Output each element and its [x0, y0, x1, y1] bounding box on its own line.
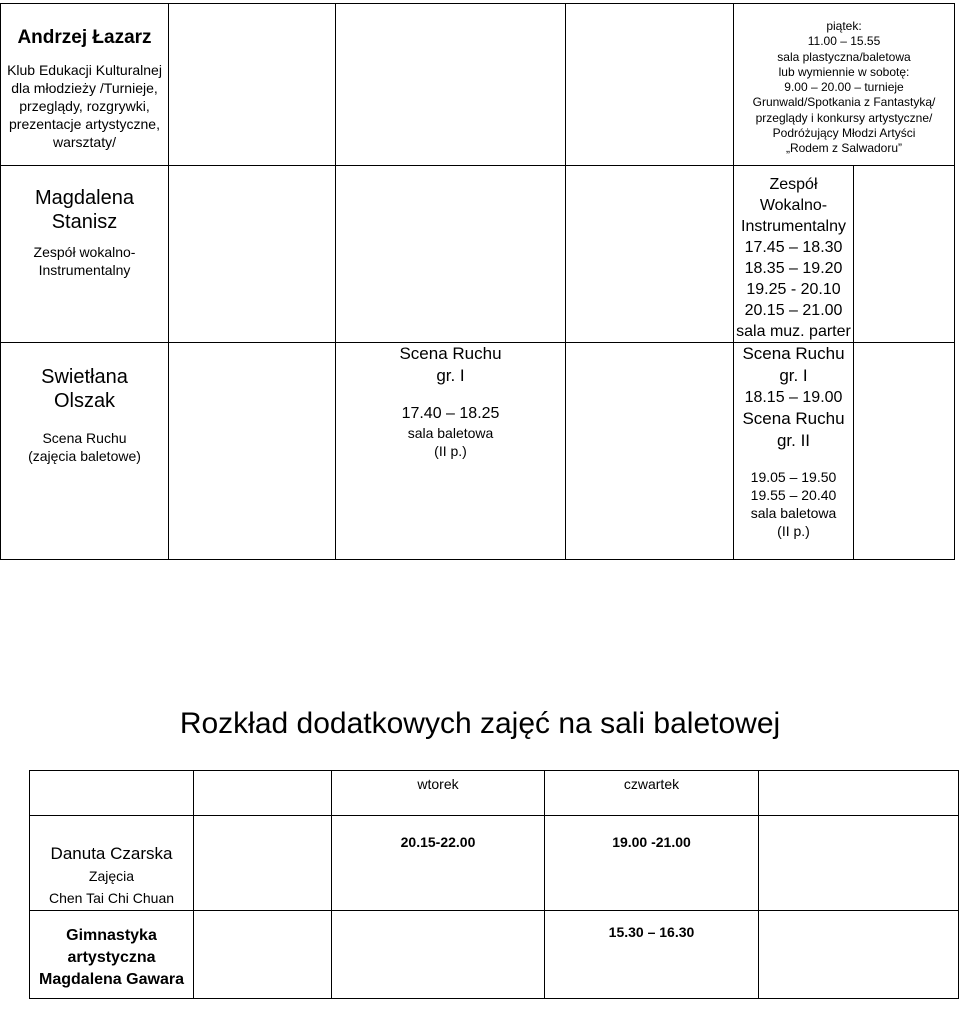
day-cell [194, 911, 332, 999]
instructor-cell [30, 816, 194, 911]
table-header-row [30, 771, 959, 816]
class-description: Zespół wokalno- Instrumentalny [33, 244, 136, 278]
day-cell [854, 166, 955, 343]
day-cell [759, 816, 959, 911]
day-cell [854, 343, 955, 560]
table-row [1, 343, 955, 560]
table-row [1, 4, 955, 166]
day-cell [566, 4, 734, 166]
header-cell [194, 771, 332, 816]
instructor-cell [1, 166, 169, 343]
friday-cell [734, 343, 854, 560]
header-tuesday: wtorek [332, 771, 545, 816]
day-cell [759, 911, 959, 999]
day-cell [194, 816, 332, 911]
day-cell [336, 4, 566, 166]
day-cell [169, 166, 336, 343]
section-title: Rozkład dodatkowych zajęć na sali baletowej [179, 707, 781, 740]
thursday-time: 19.00 -21.00 [545, 816, 759, 911]
instructor-info: Gimnastyka artystyczna Magdalena Gawara [39, 927, 184, 988]
ballet-room-table [29, 770, 959, 999]
instructor-name: Magdalena Stanisz [35, 187, 134, 233]
friday-schedule: piątek: 11.00 – 15.55 sala plastyczna/baletowa lub wymiennie w sobotę: 9.00 – 20.00 – turnieje Grunwald/Spotkania z Fantastyką/ przeglądy i konkursy artystyczne/ Podróżujący Młodzi Artyści „Rodem z Salwadoru” [752, 19, 936, 156]
instructor-info: Danuta Czarska Zajęcia Chen Tai Chi Chuan [48, 844, 175, 906]
day-cell [566, 343, 734, 560]
table-row [30, 911, 959, 999]
table-row [30, 816, 959, 911]
instructor-name: Swietłana Olszak [41, 366, 128, 412]
class-description: Klub Edukacji Kulturalnej dla młodzieży /Turnieje, przeglądy, rozgrywki, prezentacje artystyczne, warsztaty/ [7, 62, 162, 150]
thursday-time: 15.30 – 16.30 [545, 911, 759, 999]
day-cell [336, 166, 566, 343]
tuesday-schedule: Scena Ruchu gr. I 17.40 – 18.25 sala baletowa (II p.) [399, 344, 502, 459]
tuesday-time: 20.15-22.00 [332, 816, 545, 911]
header-cell [759, 771, 959, 816]
day-cell [566, 166, 734, 343]
instructor-cell [1, 4, 169, 166]
instructor-cell [30, 911, 194, 999]
table-row [1, 166, 955, 343]
friday-schedule: Zespół Wokalno- Instrumentalny 17.45 – 18.30 18.35 – 19.20 19.25 - 20.10 20.15 – 21.00 sala muz. parter [736, 176, 851, 340]
friday-cell [734, 4, 955, 166]
schedule-table [0, 3, 955, 560]
friday-schedule: Scena Ruchu gr. I 18.15 – 19.00 Scena Ruchu gr. II 19.05 – 19.50 19.55 – 20.40 sala baletowa (II p.) [742, 344, 845, 539]
instructor-cell [1, 343, 169, 560]
header-thursday: czwartek [545, 771, 759, 816]
day-cell [169, 343, 336, 560]
tuesday-time [332, 911, 545, 999]
day-cell [169, 4, 336, 166]
friday-cell [734, 166, 854, 343]
instructor-name: Andrzej Łazarz [17, 27, 152, 48]
tuesday-cell [336, 343, 566, 560]
class-description: Scena Ruchu (zajęcia baletowe) [28, 430, 141, 464]
header-cell [30, 771, 194, 816]
